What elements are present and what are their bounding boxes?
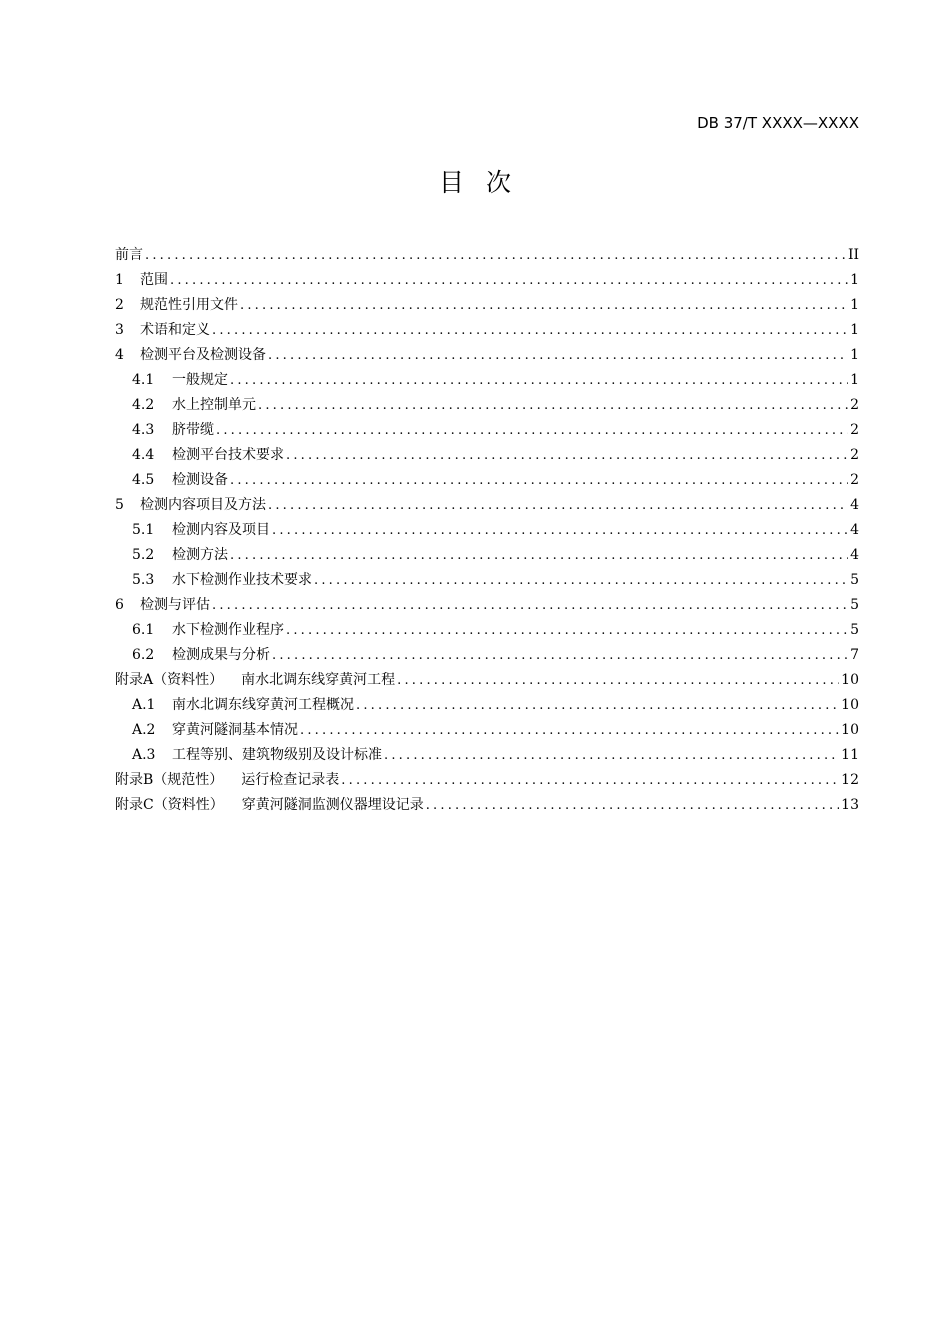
- toc-entry[interactable]: [115, 693, 859, 718]
- toc-entry-page: 12: [841, 772, 859, 788]
- toc-entry[interactable]: [115, 393, 859, 418]
- toc-entry[interactable]: [115, 318, 859, 343]
- toc-entry-page: 4: [850, 497, 859, 513]
- toc-entry-page: 4: [850, 522, 859, 538]
- toc-entry-number: 4: [115, 347, 124, 363]
- toc-entry-page: 2: [850, 472, 859, 488]
- toc-entry[interactable]: [115, 568, 859, 593]
- toc-entry-page: 2: [850, 447, 859, 463]
- toc-entry-page: 1: [850, 297, 859, 313]
- dot-leader: [356, 693, 839, 718]
- toc-entry[interactable]: [115, 468, 859, 493]
- dot-leader: [240, 293, 848, 318]
- toc-entry-number: A.1: [132, 697, 156, 713]
- toc-entry-page: II: [847, 247, 859, 263]
- toc-entry-page: 10: [841, 722, 859, 738]
- toc-entry-number: 6.1: [132, 622, 155, 638]
- toc-entry-number: 1: [115, 272, 124, 288]
- table-of-contents: [115, 243, 859, 818]
- toc-entry[interactable]: [115, 768, 859, 793]
- toc-entry-title: 南水北调东线穿黄河工程: [241, 672, 396, 688]
- toc-entry[interactable]: [115, 593, 859, 618]
- document-number: DB 37/T XXXX—XXXX: [697, 114, 859, 132]
- toc-entry-number: A.2: [132, 722, 156, 738]
- dot-leader: [170, 268, 848, 293]
- toc-entry-number: 5.1: [132, 522, 155, 538]
- toc-entry-page: 1: [850, 347, 859, 363]
- dot-leader: [341, 768, 839, 793]
- toc-entry[interactable]: [115, 618, 859, 643]
- dot-leader: [286, 618, 848, 643]
- toc-entry[interactable]: [115, 743, 859, 768]
- toc-entry-title: 运行检查记录表: [241, 772, 340, 788]
- toc-entry-title: 一般规定: [172, 372, 228, 388]
- dot-leader: [272, 643, 848, 668]
- toc-entry-page: 11: [841, 747, 859, 763]
- toc-entry[interactable]: [115, 668, 859, 693]
- toc-entry-number: 附录A（资料性）: [115, 672, 224, 688]
- toc-entry-title: 南水北调东线穿黄河工程概况: [172, 697, 354, 713]
- toc-entry-title: 脐带缆: [172, 422, 214, 438]
- dot-leader: [268, 493, 848, 518]
- toc-entry-page: 5: [850, 622, 859, 638]
- toc-entry-title: 穿黄河隧洞基本情况: [172, 722, 298, 738]
- toc-entry-title: 前言: [115, 247, 143, 263]
- toc-entry-title: 水下检测作业技术要求: [172, 572, 312, 588]
- dot-leader: [384, 743, 839, 768]
- toc-entry[interactable]: [115, 643, 859, 668]
- toc-entry-title: 检测成果与分析: [172, 647, 270, 663]
- toc-entry[interactable]: [115, 718, 859, 743]
- toc-entry-number: 4.4: [132, 447, 155, 463]
- dot-leader: [258, 393, 848, 418]
- toc-entry-title: 术语和定义: [140, 322, 210, 338]
- dot-leader: [145, 243, 846, 268]
- toc-entry-number: 4.5: [132, 472, 155, 488]
- toc-entry-title: 工程等别、建筑物级别及设计标准: [172, 747, 382, 763]
- toc-entry-page: 7: [850, 647, 859, 663]
- dot-leader: [397, 668, 839, 693]
- toc-entry-page: 2: [850, 422, 859, 438]
- dot-leader: [212, 318, 848, 343]
- dot-leader: [286, 443, 848, 468]
- toc-entry-number: 5.3: [132, 572, 155, 588]
- dot-leader: [268, 343, 848, 368]
- toc-entry-title: 检测平台及检测设备: [140, 347, 266, 363]
- dot-leader: [272, 518, 848, 543]
- toc-entry-title: 穿黄河隧洞监测仪器埋设记录: [241, 797, 424, 813]
- toc-entry-title: 水上控制单元: [172, 397, 256, 413]
- toc-entry-page: 4: [850, 547, 859, 563]
- toc-entry-title: 检测内容及项目: [172, 522, 270, 538]
- toc-entry-page: 1: [850, 372, 859, 388]
- toc-entry-number: A.3: [132, 747, 156, 763]
- dot-leader: [230, 468, 848, 493]
- toc-entry-page: 1: [850, 322, 859, 338]
- toc-entry[interactable]: [115, 518, 859, 543]
- toc-entry[interactable]: [115, 343, 859, 368]
- toc-entry-number: 4.3: [132, 422, 155, 438]
- toc-entry-title: 检测设备: [172, 472, 228, 488]
- toc-entry[interactable]: [115, 293, 859, 318]
- toc-entry-page: 10: [841, 672, 859, 688]
- toc-entry-title: 检测内容项目及方法: [140, 497, 266, 513]
- toc-entry[interactable]: [115, 243, 859, 268]
- toc-entry-number: 2: [115, 297, 124, 313]
- toc-entry-number: 3: [115, 322, 124, 338]
- toc-entry-number: 4.2: [132, 397, 155, 413]
- dot-leader: [314, 568, 848, 593]
- toc-entry-page: 2: [850, 397, 859, 413]
- dot-leader: [216, 418, 848, 443]
- toc-entry[interactable]: [115, 368, 859, 393]
- toc-entry-number: 4.1: [132, 372, 155, 388]
- toc-entry-number: 6.2: [132, 647, 155, 663]
- toc-entry-page: 1: [850, 272, 859, 288]
- toc-entry-title: 范围: [140, 272, 168, 288]
- dot-leader: [212, 593, 848, 618]
- dot-leader: [426, 793, 839, 818]
- toc-entry-page: 5: [850, 597, 859, 613]
- toc-entry-number: 5: [115, 497, 124, 513]
- toc-entry[interactable]: [115, 493, 859, 518]
- toc-entry-page: 10: [841, 697, 859, 713]
- toc-entry-number: 附录C（资料性）: [115, 797, 224, 813]
- toc-entry-title: 检测方法: [172, 547, 228, 563]
- toc-entry[interactable]: [115, 418, 859, 443]
- toc-entry[interactable]: [115, 793, 859, 818]
- page-title: 目次: [438, 168, 533, 197]
- dot-leader: [300, 718, 839, 743]
- toc-entry-page: 5: [850, 572, 859, 588]
- toc-entry[interactable]: [115, 443, 859, 468]
- toc-entry-title: 水下检测作业程序: [172, 622, 284, 638]
- toc-entry-number: 5.2: [132, 547, 155, 563]
- toc-entry-title: 检测平台技术要求: [172, 447, 284, 463]
- toc-entry-title: 检测与评估: [140, 597, 210, 613]
- toc-entry-title: 规范性引用文件: [140, 297, 238, 313]
- toc-entry[interactable]: [115, 268, 859, 293]
- toc-entry-number: 6: [115, 597, 124, 613]
- dot-leader: [230, 368, 848, 393]
- toc-entry-page: 13: [841, 797, 859, 813]
- toc-entry-number: 附录B（规范性）: [115, 772, 224, 788]
- toc-entry[interactable]: [115, 543, 859, 568]
- dot-leader: [230, 543, 848, 568]
